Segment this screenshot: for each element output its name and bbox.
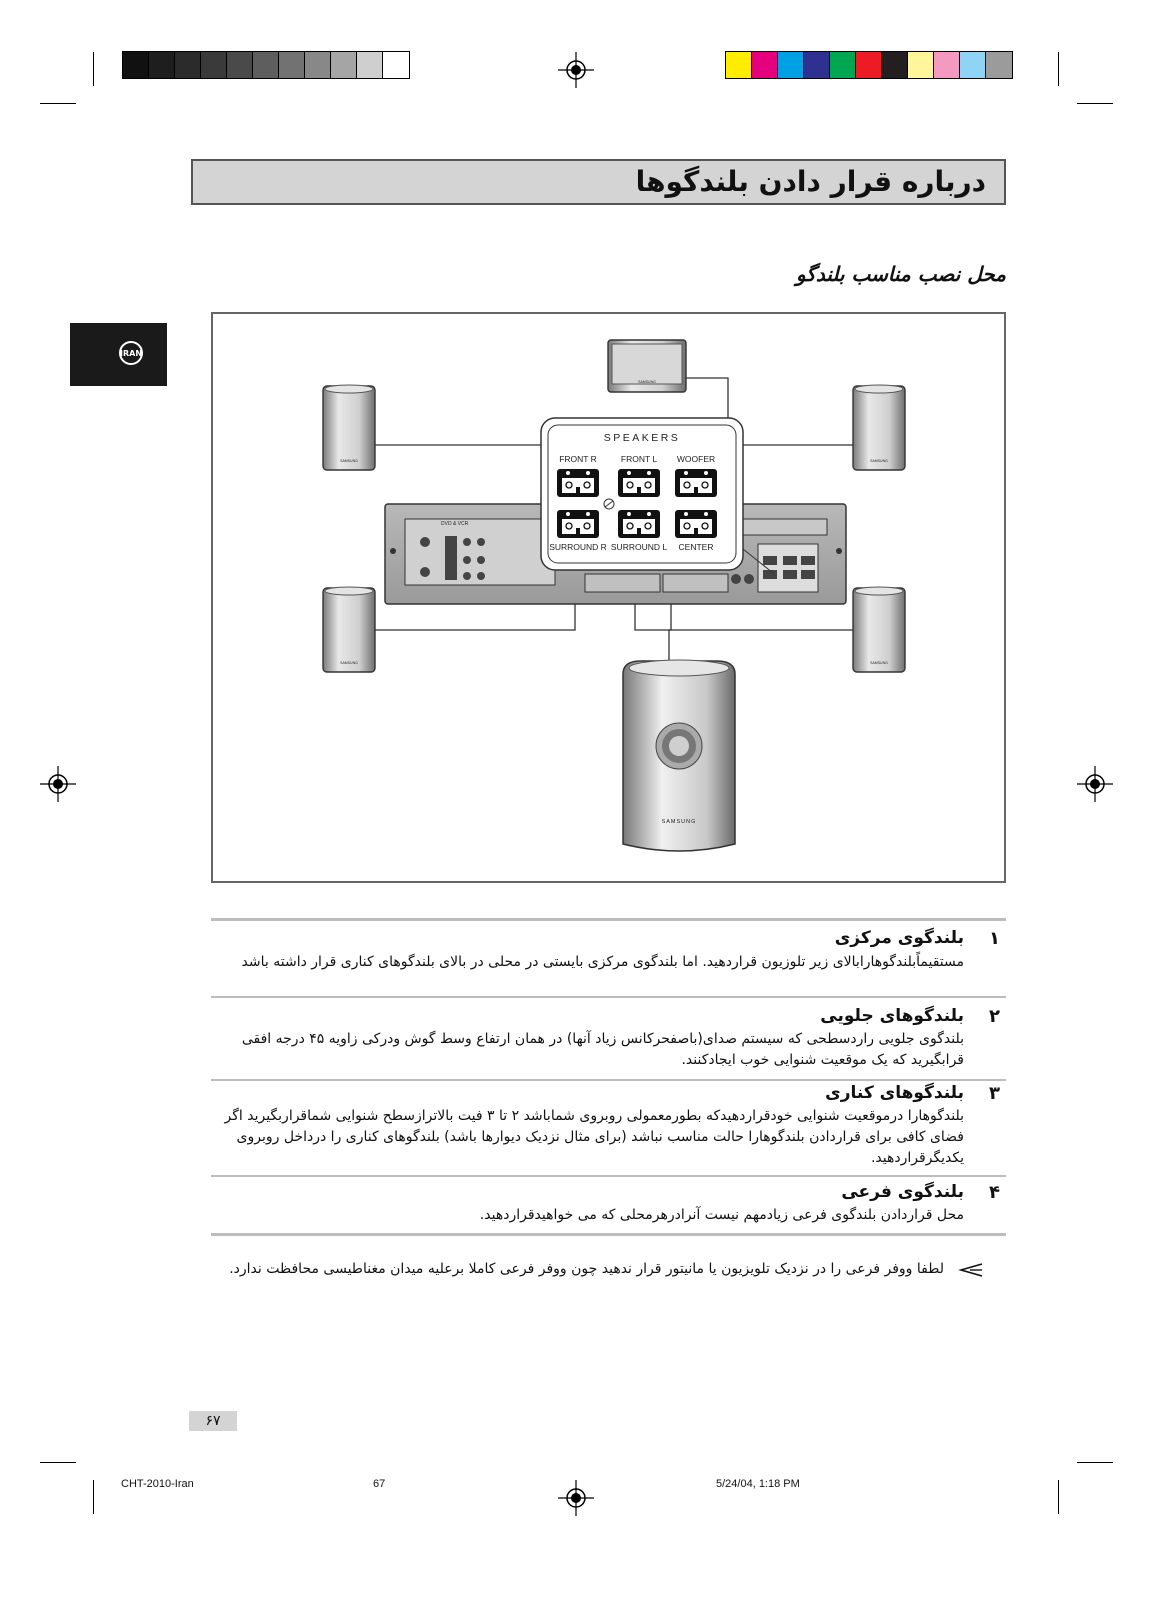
color-swatch bbox=[123, 52, 149, 78]
color-swatch bbox=[804, 52, 830, 78]
item-number: ۳ bbox=[989, 1083, 1000, 1104]
item-title: بلندگوی فرعی bbox=[841, 1182, 964, 1202]
title-banner bbox=[191, 159, 1006, 205]
terminal-label: CENTER bbox=[678, 542, 714, 552]
divider bbox=[211, 1175, 1006, 1177]
item-body: بلندگوهارا درموقعیت شنوایی خودقراردهیدکه بطورمعمولی روبروی شماباشد ۲ تا ۳ فیت بالاترازسطح شنوایی شماقراربگیرید اگر فضای کافی برای قراردادن بلندگوهارا حالت مناسب نباشد (برای مثال نزدیک دیوارها باشد) بلندگوهای کناری را درداخل روبروی یکدیگرقراردهید. bbox=[224, 1108, 964, 1166]
item-number: ۱ bbox=[989, 928, 1000, 949]
color-swatch bbox=[908, 52, 934, 78]
note-text: لطفا ووفر فرعی را در نزدیک تلویزیون یا مانیتور قرار ندهید چون ووفر فرعی کاملا برعلیه میدان مغناطیسی محافظت ندارد. bbox=[229, 1261, 944, 1277]
registration-target-icon bbox=[1077, 766, 1113, 802]
item-number: ۴ bbox=[989, 1182, 1000, 1203]
crop-mark bbox=[40, 1462, 76, 1463]
speaker-terminal bbox=[618, 510, 660, 538]
color-swatch bbox=[960, 52, 986, 78]
divider bbox=[211, 1079, 1006, 1081]
speaker-brand-label: SAMSUNG bbox=[340, 661, 358, 665]
satellite-speaker bbox=[323, 385, 375, 470]
section-subtitle: محل نصب مناسب بلندگو bbox=[795, 262, 1006, 286]
speaker-brand-label: SAMSUNG bbox=[340, 459, 358, 463]
item-body: مستقیماًبلندگوهارابالای زیر تلوزیون قراردهید. اما بلندگوی مرکزی بایستی در محلی در بالای بلندگوهای کناری قرار داشته باشد bbox=[241, 954, 964, 970]
color-swatch bbox=[882, 52, 908, 78]
speaker-terminal bbox=[557, 510, 599, 538]
color-calibration-bar bbox=[725, 51, 1013, 79]
color-swatch bbox=[726, 52, 752, 78]
tv-set bbox=[608, 340, 686, 392]
item-body: محل قراردادن بلندگوی فرعی زیادمهم نیست آنرادرهرمحلی که می خواهیدقراردهید. bbox=[479, 1207, 964, 1223]
divider bbox=[211, 1233, 1006, 1236]
satellite-speaker bbox=[853, 385, 905, 470]
speaker-terminal bbox=[618, 469, 660, 497]
speaker-placement-diagram bbox=[211, 312, 1006, 883]
crop-mark bbox=[1058, 52, 1059, 86]
speaker-terminal bbox=[675, 510, 717, 538]
satellite-speaker bbox=[323, 587, 375, 672]
page-number: ۶۷ bbox=[189, 1411, 237, 1431]
color-swatch bbox=[227, 52, 253, 78]
item-number: ۲ bbox=[989, 1006, 1000, 1027]
crop-mark bbox=[93, 52, 94, 86]
footer-file-name: CHT-2010-Iran bbox=[121, 1478, 194, 1490]
color-swatch bbox=[357, 52, 383, 78]
terminal-label: SURROUND R bbox=[549, 542, 607, 552]
terminal-label: WOOFER bbox=[676, 454, 716, 464]
divider bbox=[211, 918, 1006, 921]
speaker-brand-label: SAMSUNG bbox=[870, 661, 888, 665]
registration-target-icon bbox=[558, 52, 594, 88]
page-title: دربارە قرار دادن بلندگوها bbox=[635, 165, 986, 198]
item-body: بلندگوی جلویی راردسطحی که سیستم صدای(باصفحرکانس زیاد آنها) در همان ارتفاع وسط گوش ودرکی زاویه ۴۵ درجه افقی قرابگیرید که یک موقعیت شنوایی خوب ایجادکنند. bbox=[241, 1031, 964, 1068]
speaker-diagram-svg bbox=[213, 314, 1004, 881]
item-title: بلندگوهای جلویی bbox=[820, 1006, 964, 1026]
registration-target-icon bbox=[558, 1480, 594, 1516]
crop-mark bbox=[1077, 1462, 1113, 1463]
note-arrow-icon bbox=[958, 1262, 984, 1278]
color-swatch bbox=[934, 52, 960, 78]
divider bbox=[211, 996, 1006, 998]
color-swatch bbox=[752, 52, 778, 78]
footer-timestamp: 5/24/04, 1:18 PM bbox=[716, 1478, 800, 1490]
color-swatch bbox=[305, 52, 331, 78]
grayscale-calibration-bar bbox=[122, 51, 410, 79]
item-title: بلندگوهای کناری bbox=[825, 1083, 964, 1103]
satellite-speaker bbox=[853, 587, 905, 672]
speaker-terminal bbox=[675, 469, 717, 497]
subwoofer-brand-label: SAMSUNG bbox=[661, 819, 697, 825]
footer-page: 67 bbox=[373, 1478, 386, 1490]
color-swatch bbox=[830, 52, 856, 78]
crop-mark bbox=[40, 103, 76, 104]
color-swatch bbox=[778, 52, 804, 78]
color-swatch bbox=[331, 52, 357, 78]
tv-brand-label: SAMSUNG bbox=[638, 380, 656, 384]
color-swatch bbox=[253, 52, 279, 78]
color-swatch bbox=[986, 52, 1012, 78]
unit-label: DVD & VCR bbox=[441, 521, 469, 527]
crop-mark bbox=[93, 1480, 94, 1514]
terminal-label: SURROUND L bbox=[610, 542, 668, 552]
item-title: بلندگوی مرکزی bbox=[834, 928, 964, 948]
color-swatch bbox=[856, 52, 882, 78]
color-swatch bbox=[175, 52, 201, 78]
color-swatch bbox=[201, 52, 227, 78]
terminal-label: FRONT L bbox=[620, 454, 658, 464]
speakers-panel-title: SPEAKERS bbox=[603, 432, 681, 444]
subwoofer bbox=[623, 660, 735, 851]
crop-mark bbox=[1077, 103, 1113, 104]
iran-badge: IRAN bbox=[119, 341, 143, 365]
crop-mark bbox=[1058, 1480, 1059, 1514]
color-swatch bbox=[149, 52, 175, 78]
speaker-terminal bbox=[557, 469, 599, 497]
color-swatch bbox=[279, 52, 305, 78]
color-swatch bbox=[383, 52, 409, 78]
speaker-brand-label: SAMSUNG bbox=[870, 459, 888, 463]
registration-target-icon bbox=[40, 766, 76, 802]
terminal-label: FRONT R bbox=[559, 454, 597, 464]
